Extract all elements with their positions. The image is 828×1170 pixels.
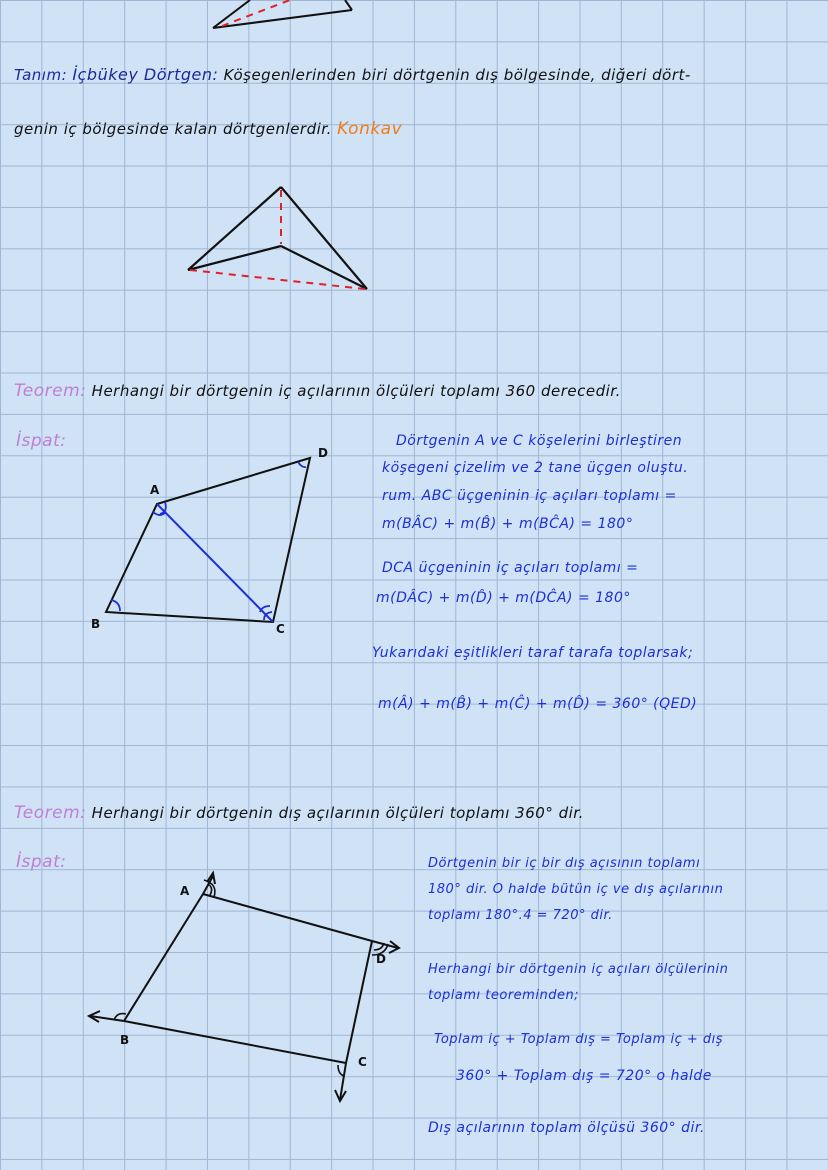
definition-alt-name: Konkav: [337, 119, 403, 139]
proof-1-line-5: DCA üçgeninin iç açıları toplamı =: [382, 560, 639, 576]
ext-vertex-c-label: C: [358, 1055, 367, 1069]
theorem-1-label: Teorem:: [14, 381, 87, 401]
proof-2-line-2: 180° dir. O halde bütün iç ve dış açılarının: [428, 882, 724, 897]
proof-2-line-1: Dörtgenin bir iç bir dış açısının toplamı: [428, 856, 701, 871]
ext-vertex-b-label: B: [120, 1033, 130, 1047]
proof-1-line-2: köşegeni çizelim ve 2 tane üçgen oluştu.: [382, 460, 689, 476]
quadrilateral-abcd-interior: [106, 458, 310, 622]
theorem-1-statement: [14, 381, 621, 401]
theorem-2-statement: [14, 803, 584, 823]
definition-term: İçbükey Dörtgen:: [72, 65, 219, 84]
proof-2-label: İspat:: [16, 852, 67, 872]
theorem-1-text: Herhangi bir dörtgenin iç açılarının ölçüleri toplamı 360 derecedir.: [91, 382, 621, 400]
definition-text-1: Köşegenlerinden biri dörtgenin dış bölgesinde, diğeri dört-: [223, 66, 691, 84]
proof-1-line-8: m(Â) + m(B̂) + m(Ĉ) + m(D̂) = 360° (QED): [378, 696, 698, 712]
theorem-2-label: Teorem:: [14, 803, 87, 823]
proof-2-line-8: Dış açılarının toplam ölçüsü 360° dir.: [428, 1120, 705, 1136]
proof-2-line-7: 360° + Toplam dış = 720° o halde: [456, 1068, 712, 1084]
theorem-2-text: Herhangi bir dörtgenin dış açılarının ölçüleri toplamı 360° dir.: [91, 804, 584, 822]
vertex-a-label: A: [150, 483, 160, 497]
ext-vertex-a-label: A: [180, 884, 190, 898]
proof-1-label: İspat:: [16, 431, 67, 451]
quadrilateral-abcd-exterior: [89, 873, 399, 1101]
vertex-d-label: D: [318, 446, 328, 460]
proof-1-line-6: m(DÂC) + m(D̂) + m(DĈA) = 180°: [376, 590, 631, 606]
proof-2-line-3: toplamı 180°.4 = 720° dir.: [428, 908, 613, 923]
definition-label: Tanım:: [14, 66, 68, 84]
concave-quadrilateral: [188, 187, 367, 289]
top-partial-figure: [213, 0, 352, 28]
definition-line-2: [14, 119, 402, 139]
proof-2-line-6: Toplam iç + Toplam dış = Toplam iç + dış: [434, 1032, 724, 1047]
vertex-c-label: C: [276, 622, 285, 636]
proof-1-line-4: m(BÂC) + m(B̂) + m(BĈA) = 180°: [382, 516, 634, 532]
proof-2-line-5: toplamı teoreminden;: [428, 988, 580, 1003]
definition-text-2: genin iç bölgesinde kalan dörtgenlerdir.: [14, 120, 332, 138]
proof-2-line-4: Herhangi bir dörtgenin iç açıları ölçülerinin: [428, 962, 729, 977]
ext-vertex-d-label: D: [376, 952, 386, 966]
proof-1-line-7: Yukarıdaki eşitlikleri taraf tarafa toplarsak;: [372, 645, 694, 661]
proof-1-line-1: Dörtgenin A ve C köşelerini birleştiren: [396, 433, 683, 449]
vertex-b-label: B: [91, 617, 101, 631]
proof-1-line-3: rum. ABC üçgeninin iç açıları toplamı =: [382, 488, 677, 504]
definition-line-1: [14, 65, 691, 84]
